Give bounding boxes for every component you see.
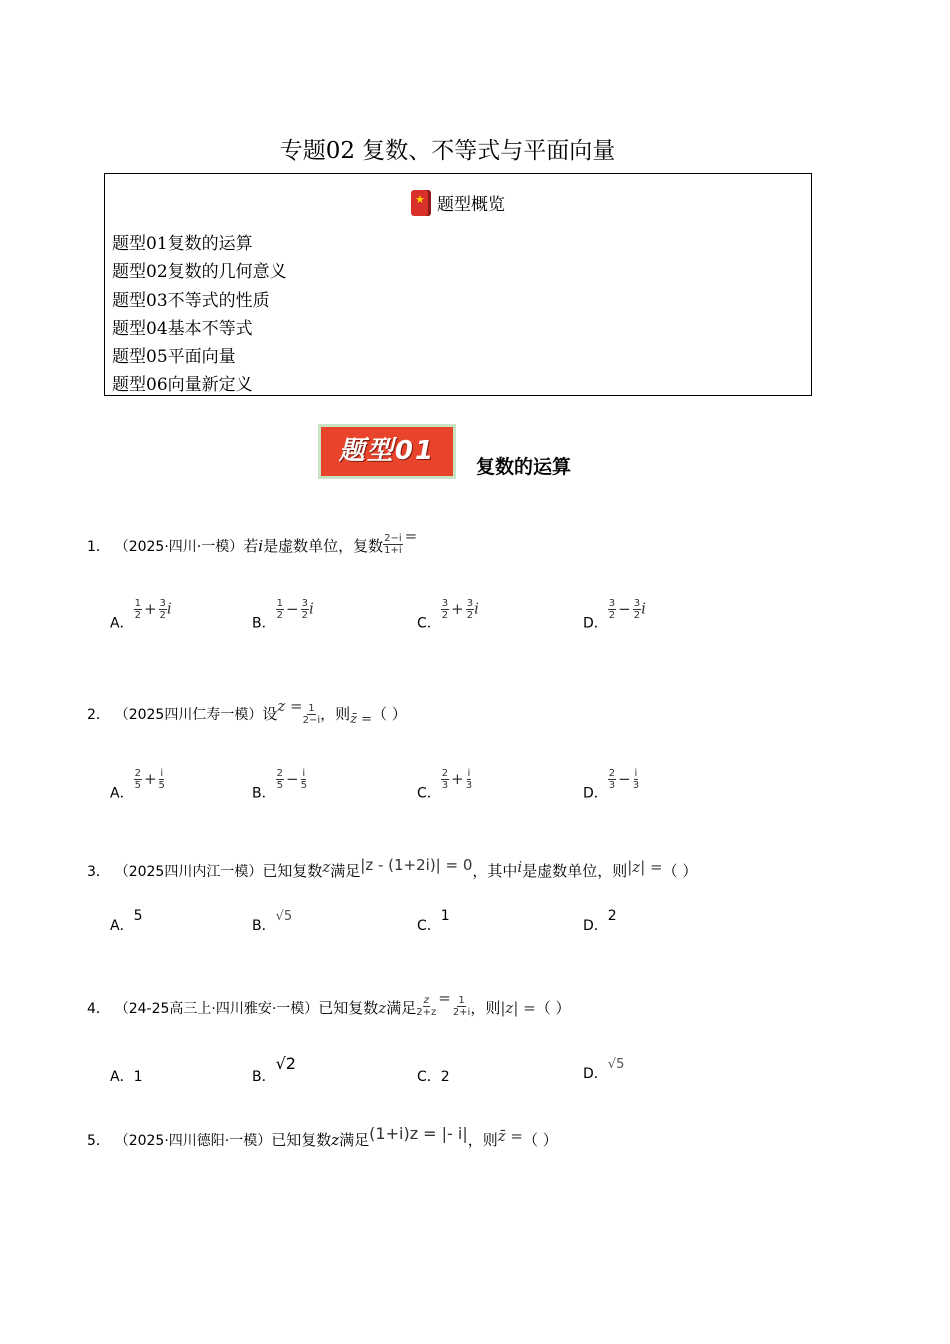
fraction-denominator: 3 [632,780,640,791]
fraction-denominator: 5 [300,780,307,791]
question-source: （2025·四川·一模） [114,539,244,555]
option-label: D． [583,1066,608,1082]
section-badge [318,424,456,479]
fraction-numerator: i [160,768,164,779]
option-label: A． [110,615,134,632]
math-expression: |z - (1+2i)| = 0 [360,856,473,874]
answer-blank: （ ） [662,862,698,880]
option-d[interactable] [583,768,639,803]
option-value: 1 [133,1069,143,1085]
option-a[interactable] [110,768,165,803]
option-label: B． [252,785,276,802]
option-c[interactable] [417,768,472,803]
math-fraction [633,598,641,621]
fraction-denominator: 3 [465,780,473,791]
math-fraction [383,533,403,556]
math-variable: i [308,599,314,618]
fraction-denominator: 1+i [384,545,402,556]
question-3 [87,856,697,881]
option-c[interactable] [417,598,479,633]
math-expression: z̄ = [350,712,373,727]
page-title: 专题02 复数、不等式与平面向量 [279,138,616,164]
overview-item: 题型05平面向量 [112,347,236,368]
fraction-denominator: 2 [159,610,166,621]
question-text: 是虚数单位，复数 [263,537,384,555]
option-d[interactable] [583,908,617,935]
math-fraction [134,768,142,791]
fraction-denominator: 2 [134,610,141,621]
option-label: C． [417,785,441,802]
fraction-denominator: 3 [441,780,449,791]
section-title: 复数的运算 [476,456,572,478]
fraction-denominator: 2 [633,610,641,621]
math-operator: + [451,599,464,618]
fraction-denominator: 3 [608,780,616,791]
option-label: A． [110,918,134,934]
math-expression: z = [277,697,303,715]
option-b[interactable] [252,908,292,935]
fraction-denominator: 5 [158,780,165,791]
math-fraction [466,598,474,621]
fraction-numerator: 2 [441,768,449,779]
question-text: 已知复数 [271,1131,332,1149]
math-equals: = [438,989,451,1007]
math-expression: |z| = [500,999,536,1017]
fraction-denominator: 2 [276,610,283,621]
fraction-denominator: 2+z [416,1007,437,1018]
option-value: 1 [440,908,450,924]
overview-item: 题型04基本不等式 [112,318,253,339]
question-2 [87,697,407,727]
option-value: 2 [607,908,617,924]
option-d[interactable] [583,598,646,633]
option-label: A． [110,785,134,802]
overview-item: 题型02复数的几何意义 [112,262,287,283]
math-fraction [301,768,307,791]
fraction-numerator: 3 [633,598,641,609]
question-text: ，则 [470,999,501,1017]
math-fraction [441,768,449,791]
math-operator: + [451,769,464,788]
question-text: 是虚数单位，则 [522,862,628,880]
overview-item: 题型01复数的运算 [112,234,253,254]
option-d[interactable] [583,1056,624,1083]
math-operator: − [285,769,299,788]
option-b[interactable] [252,598,314,633]
math-fraction [303,703,321,726]
option-c[interactable] [417,1066,450,1086]
question-text: ，则 [320,705,351,723]
answer-blank: （ ） [535,999,571,1017]
option-c[interactable] [417,908,450,935]
math-operator: − [618,769,631,788]
fraction-denominator: 2+i [452,1007,471,1018]
question-text: 已知复数 [318,999,379,1017]
option-label: C． [417,1069,441,1085]
option-value: √5 [607,1057,625,1072]
math-operator: − [285,599,299,618]
math-variable: z [331,1131,340,1149]
fraction-denominator: 5 [134,780,141,791]
fraction-denominator: 2 [441,610,449,621]
option-label: C． [417,615,441,632]
math-fraction [301,598,309,621]
math-variable: i [641,599,646,618]
math-fraction [608,598,616,621]
fraction-denominator: 2 [466,610,474,621]
question-5 [87,1124,558,1150]
question-text: ，则 [467,1131,498,1149]
math-fraction [159,598,167,621]
math-fraction [276,598,284,621]
question-source: （2025·四川德阳·一模） [114,1133,272,1149]
question-1 [87,527,419,556]
fraction-numerator: 2 [134,768,141,779]
question-text: ，其中 [472,862,518,880]
fraction-numerator: 3 [608,598,616,609]
question-text: 设 [262,705,278,723]
math-equals: = [404,527,418,545]
fraction-numerator: 3 [466,598,474,609]
question-number: 2． [87,707,110,723]
math-variable: i [517,858,523,876]
fraction-numerator: 2 [608,768,616,779]
question-text: 满足 [339,1131,370,1149]
math-fraction [441,598,449,621]
option-value: 5 [133,908,143,924]
overview-list [112,230,287,400]
option-value: 2 [440,1069,450,1085]
option-label: B． [252,1069,276,1085]
math-variable: z [378,999,387,1017]
fraction-numerator: 3 [301,598,308,609]
option-label: D． [583,615,608,632]
overview-box [104,173,812,396]
fraction-numerator: 2−i [384,533,402,544]
book-icon: ★ [411,190,431,216]
fraction-numerator: 3 [441,598,449,609]
option-b[interactable] [252,768,307,803]
overview-heading-text: 题型概览 [437,195,505,215]
math-fraction [633,768,639,791]
math-variable: i [258,537,264,555]
option-a[interactable] [110,908,143,935]
math-variable: i [166,599,172,618]
math-fraction [608,768,616,791]
question-text: 若 [243,537,259,555]
question-source: （2025四川仁寿一模） [114,707,263,723]
option-a[interactable] [110,598,172,633]
answer-blank: （ ） [372,705,407,723]
math-operator: + [143,599,157,618]
overview-heading [105,190,811,216]
fraction-numerator: i [634,768,638,779]
question-source: （2025四川内江一模） [114,864,263,880]
math-fraction [159,768,165,791]
fraction-denominator: 5 [276,780,283,791]
question-source: （24-25高三上·四川雅安·一模） [114,1001,319,1017]
fraction-numerator: 1 [134,598,141,609]
math-fraction [276,768,284,791]
fraction-numerator: i [467,768,471,779]
fraction-numerator: 3 [159,598,166,609]
question-4 [87,989,571,1018]
question-number: 5． [87,1133,110,1149]
section-badge-label: 题型01 [321,427,453,476]
question-number: 4． [87,1001,110,1017]
fraction-numerator: 1 [458,995,465,1006]
option-label: D． [583,785,608,802]
math-fraction [416,995,436,1018]
math-operator: + [143,769,157,788]
question-text: 满足 [386,999,417,1017]
fraction-denominator: 2 [608,610,616,621]
fraction-numerator: 1 [276,598,283,609]
question-text: 已知复数 [262,862,323,880]
overview-item: 题型03不等式的性质 [112,290,270,311]
question-number: 1． [87,539,110,555]
fraction-numerator: i [302,768,306,779]
option-label: A． [110,1069,134,1085]
math-fraction [466,768,472,791]
fraction-numerator: z [423,995,429,1006]
option-label: D． [583,918,608,934]
fraction-denominator: 2 [301,610,308,621]
math-variable: z [322,858,331,876]
option-label: B． [252,615,276,632]
fraction-numerator: 2 [276,768,283,779]
option-value: √2 [275,1054,296,1073]
fraction-numerator: 1 [308,703,315,714]
option-b[interactable] [252,1054,296,1086]
math-expression: z̄ = [497,1127,524,1145]
option-a[interactable] [110,1066,143,1086]
option-label: B． [252,918,276,934]
math-variable: i [474,599,479,618]
fraction-denominator: 2−i [302,715,321,726]
math-fraction [453,995,471,1018]
option-label: C． [417,918,441,934]
math-expression: |z| = [627,858,663,876]
overview-item: 题型06向量新定义 [112,375,253,396]
answer-blank: （ ） [523,1131,558,1149]
question-number: 3． [87,864,110,880]
math-fraction [134,598,142,621]
question-text: 满足 [330,862,361,880]
math-operator: − [618,599,631,618]
math-expression: (1+i)z = |- i| [369,1124,468,1143]
option-value: √5 [275,909,293,924]
